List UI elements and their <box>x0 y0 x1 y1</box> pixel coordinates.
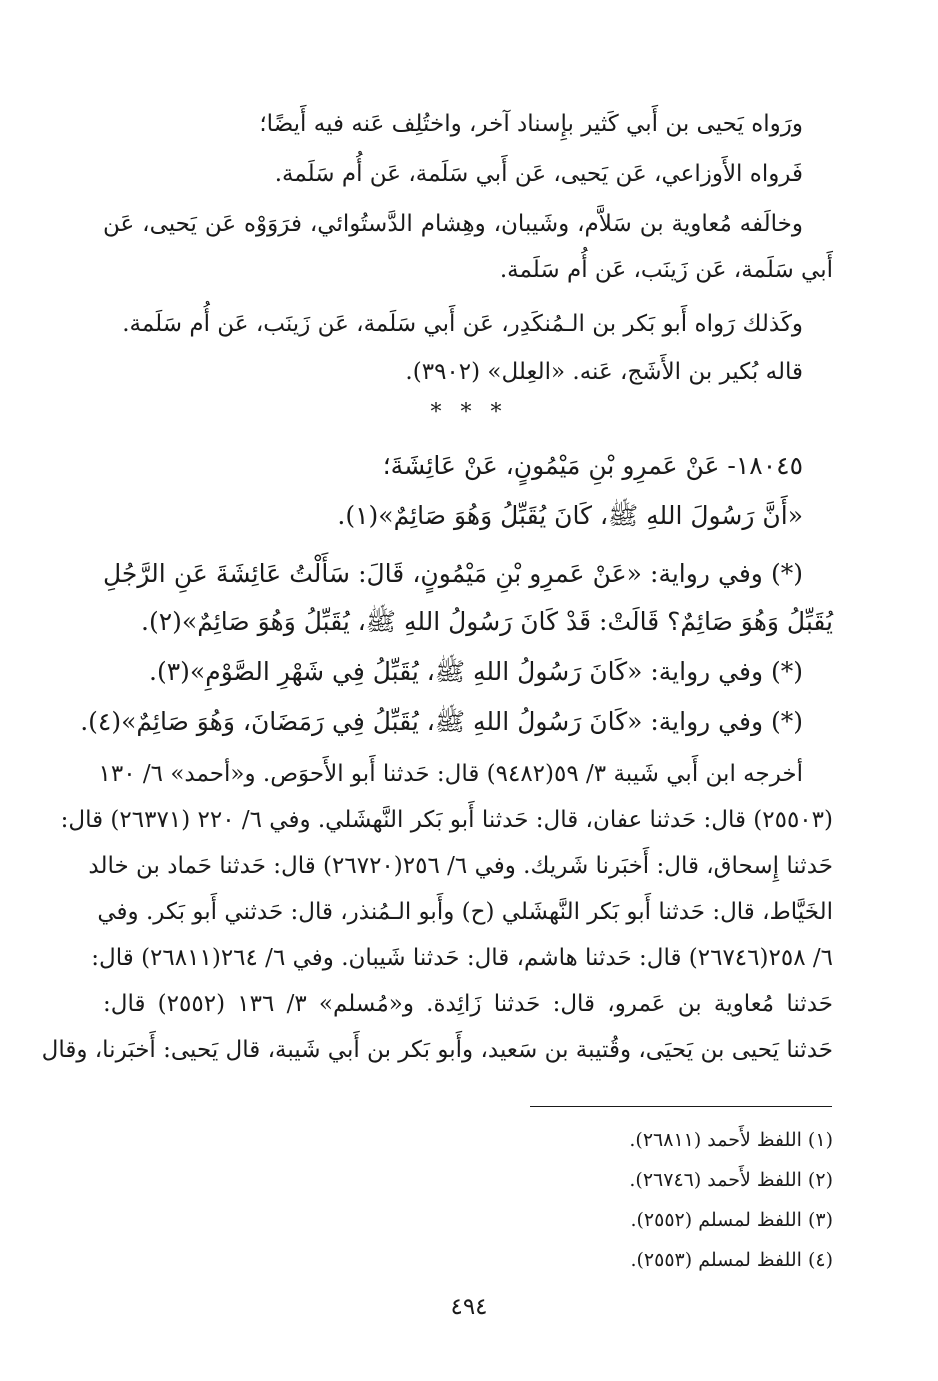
page-number: ٤٩٤ <box>450 1294 488 1320</box>
takhrij-line: أخرجه ابن أَبي شَيبة ٣/ ٥٩(٩٤٨٢) قال: حَدثنا أَبو الأَحوَص. و«أحمد» ٦/ ١٣٠ <box>98 761 803 787</box>
body-line: وكَذلك رَواه أَبو بَكر بن الـمُنكَدِر، عَن أَبي سَلَمة، عَن زَينَب، عَن أُم سَلَمة. <box>122 311 803 337</box>
footnote-divider <box>530 1106 832 1107</box>
takhrij-line: حَدثنا إِسحاق، قال: أَخبَرنا شَريك. وفي ٦/ ٢٥٦(٢٦٧٢٠) قال: حَدثنا حَماد بن خالد <box>88 853 833 879</box>
hadith-line: (*) وفي رواية: «عَنْ عَمرِو بْنِ مَيْمُونٍ، قَالَ: سَأَلْتُ عَائِشَةَ عَنِ الرَّجُلِ <box>103 559 803 588</box>
body-line: فَرواه الأَوزاعي، عَن يَحيى، عَن أَبي سَلَمة، عَن أُم سَلَمة. <box>274 161 803 187</box>
body-line: قاله بُكير بن الأَشَج، عَنه. «العِلل» (٣٩٠٢). <box>405 359 803 385</box>
body-line: وخالَفه مُعاوية بن سَلاَّم، وشَيبان، وهِشام الدَّستُوائي، فرَوَوْه عَن يَحيى، عَن <box>103 211 803 237</box>
hadith-line: «أَنَّ رَسُولَ اللهِ ﷺ، كَانَ يُقَبِّلُ وَهُوَ صَائِمٌ»(١). <box>337 501 803 530</box>
takhrij-line: (٢٥٥٠٣) قال: حَدثنا عفان، قال: حَدثنا أَبو بَكر النَّهشَلي. وفي ٦/ ٢٢٠ (٢٦٣٧١) قال: <box>60 807 833 833</box>
body-line: أَبي سَلَمة، عَن زَينَب، عَن أُم سَلَمة. <box>499 257 833 283</box>
hadith-line: يُقَبِّلُ وَهُوَ صَائِمٌ؟ قَالَتْ: قَدْ كَانَ رَسُولُ اللهِ ﷺ، يُقَبِّلُ وَهُوَ صَائِمٌ»(٢). <box>141 607 833 636</box>
hadith-line: (*) وفي رواية: «كَانَ رَسُولُ اللهِ ﷺ، يُقَبِّلُ فِي شَهْرِ الصَّوْمِ»(٣). <box>149 657 803 686</box>
hadith-heading: ١٨٠٤٥- عَنْ عَمرِو بْنِ مَيْمُونٍ، عَنْ عَائِشَةَ؛ <box>382 451 803 480</box>
takhrij-line: الخَيَّاط، قال: حَدثنا أَبو بَكر النَّهشَلي (ح) وأَبو الـمُنذر، قال: حَدثني أَبو بَكر. وفي <box>97 899 833 925</box>
footnote: (١) اللفظ لأَحمد (٢٦٨١١). <box>629 1129 833 1151</box>
takhrij-line: ٦/ ٢٥٨(٢٦٧٤٦) قال: حَدثنا هاشم، قال: حَدثنا شَيبان. وفي ٦/ ٢٦٤(٢٦٨١١) قال: <box>91 945 833 971</box>
hadith-line: (*) وفي رواية: «كَانَ رَسُولُ اللهِ ﷺ، يُقَبِّلُ فِي رَمَضَانَ، وَهُوَ صَائِمٌ»(٤). <box>80 707 803 736</box>
footnote: (٣) اللفظ لمسلم (٢٥٥٢). <box>630 1209 833 1231</box>
takhrij-line: حَدثنا يَحيى بن يَحيَى، وقُتيبة بن سَعيد، وأَبو بَكر بن أَبي شَيبة، قال يَحيى: أَخبَرنا، وقال <box>41 1037 833 1063</box>
footnote: (٤) اللفظ لمسلم (٢٥٥٣). <box>630 1249 833 1271</box>
body-line: ورَواه يَحيى بن أَبي كَثير بإِسناد آخر، واختُلِف عَنه فيه أَيضًا؛ <box>259 111 803 137</box>
section-separator: * * * <box>430 400 508 425</box>
takhrij-line: حَدثنا مُعاوية بن عَمرو، قال: حَدثنا زَائِدة. و«مُسلم» ٣/ ١٣٦ (٢٥٥٢) قال: <box>103 991 833 1017</box>
footnote: (٢) اللفظ لأَحمد (٢٦٧٤٦). <box>629 1169 833 1191</box>
